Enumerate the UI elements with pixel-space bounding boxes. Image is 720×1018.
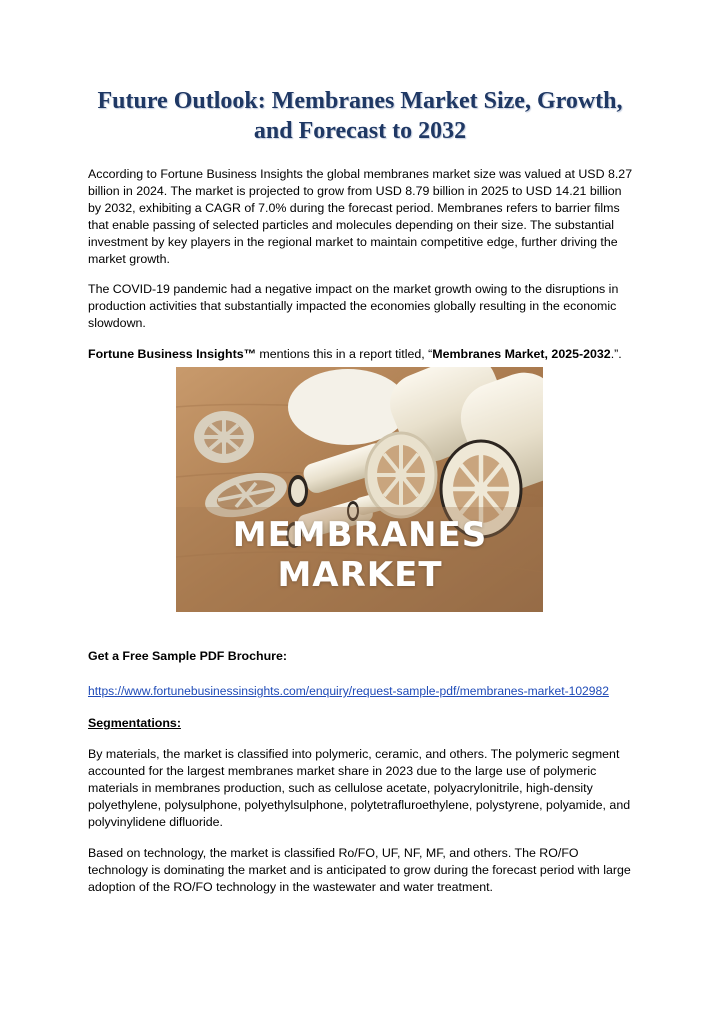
- report-mention: [88, 346, 638, 363]
- hero-title-line-1: MEMBRANES: [232, 515, 488, 555]
- mention-end: .”.: [610, 347, 622, 361]
- brochure-link-row: [88, 683, 638, 700]
- brand-name: Fortune Business Insights™: [88, 347, 256, 361]
- mention-text: mentions this in a report titled, “: [255, 347, 433, 361]
- materials-paragraph: By materials, the market is classified into polymeric, ceramic, and others. The polymeric segment accounted for the largest membranes market share in 2023 due to the large use of polymeric materials in membranes production, such as cellulose acetate, polyacrylonitrile, high-density polyethylene, polysulphone, polyethylsulphone, polytetrafluroethylene, polystyrene, polyamide, and polyvinylidene difluoride.: [88, 747, 631, 829]
- covid-paragraph: The COVID-19 pandemic had a negative impact on the market growth owing to the disruptions in production activities that substantially impacted the economies globally resulting in the economic slowdown.: [88, 282, 619, 330]
- segmentations-heading: Segmentations:: [88, 716, 181, 730]
- report-title: Membranes Market, 2025-2032: [432, 347, 611, 361]
- title-line-2: and Forecast to 2032: [253, 118, 467, 144]
- hero-title-line-2: MARKET: [277, 555, 443, 595]
- brochure-heading: Get a Free Sample PDF Brochure:: [88, 649, 287, 663]
- intro-paragraph: According to Fortune Business Insights the global membranes market size was valued at USD 8.27 billion in 2024. The market is projected to grow from USD 8.79 billion in 2025 to USD 14.21 billion by 2032, exhibiting a CAGR of 7.0% during the forecast period. Membranes refers to barrier films that enable passing of selected particles and molecules depending on their size. The substantial investment by key players in the regional market to maintain competitive edge, further driving the market growth.: [88, 167, 633, 266]
- title-line-1: Future Outlook: Membranes Market Size, Growth,: [97, 88, 623, 114]
- spacer-wheel-left: [194, 411, 254, 463]
- page-title: [60, 86, 660, 146]
- technology-paragraph: Based on technology, the market is classified Ro/FO, UF, NF, MF, and others. The RO/FO technology is dominating the market and is anticipated to grow during the forecast period with large adoption of the RO/FO technology in the wastewater and water treatment.: [88, 846, 631, 894]
- sample-pdf-link[interactable]: https://www.fortunebusinessinsights.com/enquiry/request-sample-pdf/membranes-market-102982: [88, 684, 609, 698]
